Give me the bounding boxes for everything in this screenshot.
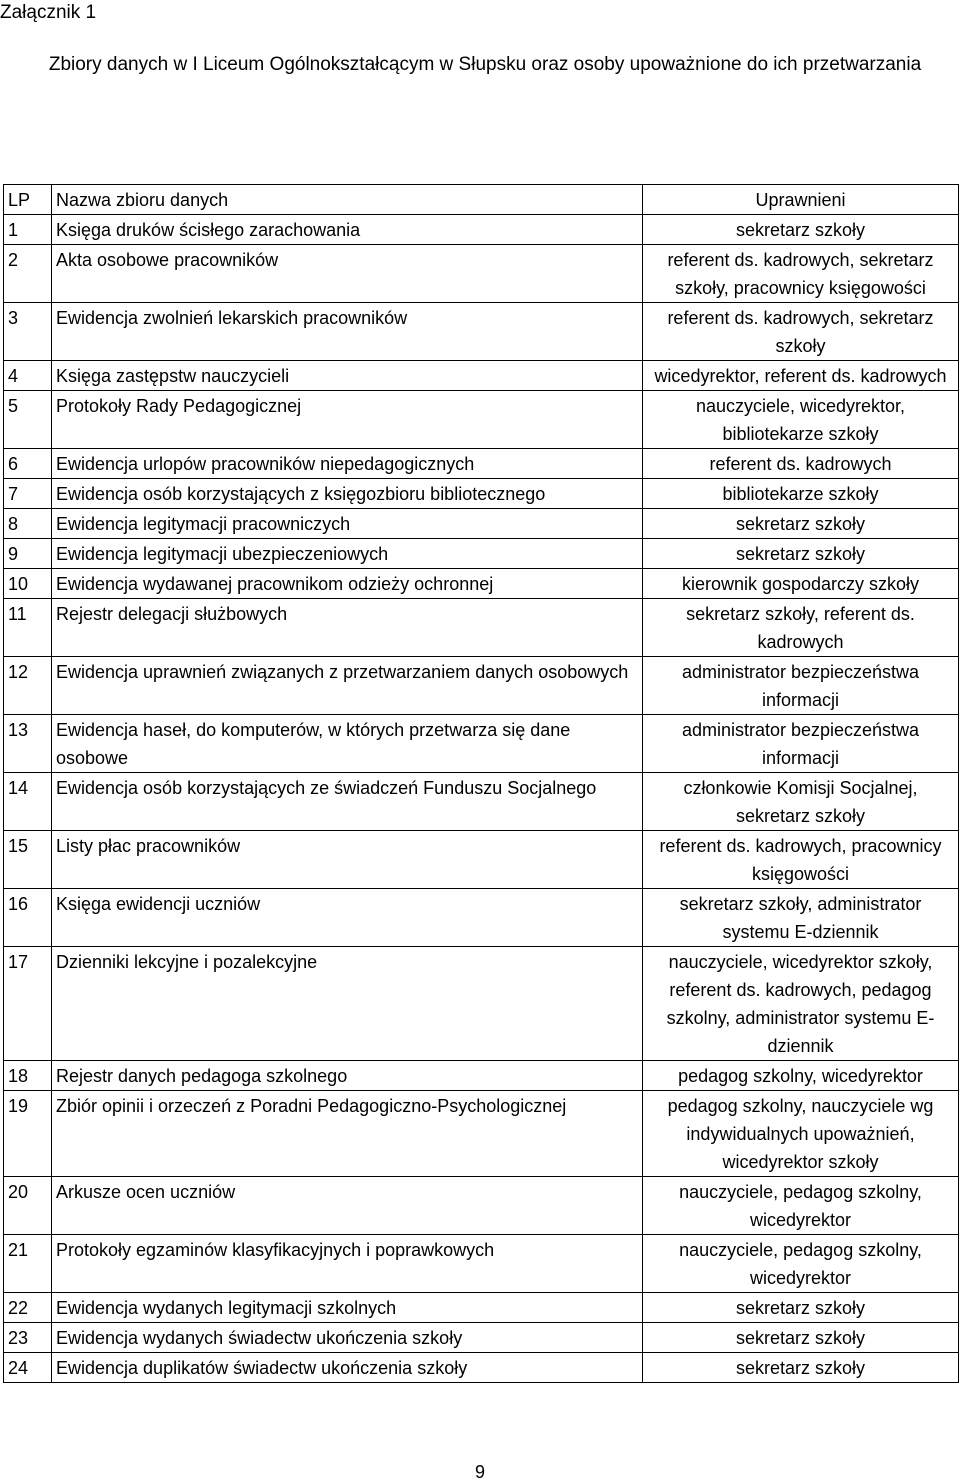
row-name-cell: Ewidencja legitymacji ubezpieczeniowych <box>52 539 643 569</box>
row-permissions-cell: administrator bezpieczeństwa informacji <box>643 657 959 715</box>
row-permissions-cell: referent ds. kadrowych, sekretarz szkoły, pracownicy księgowości <box>643 245 959 303</box>
row-lp-cell: 5 <box>4 391 52 449</box>
row-permissions-cell: nauczyciele, wicedyrektor, bibliotekarze szkoły <box>643 391 959 449</box>
table-row <box>4 303 959 361</box>
row-permissions-cell: referent ds. kadrowych, pracownicy księgowości <box>643 831 959 889</box>
row-lp-cell: 16 <box>4 889 52 947</box>
header-lp: LP <box>4 185 52 215</box>
table-row <box>4 569 959 599</box>
row-permissions-cell: członkowie Komisji Socjalnej, sekretarz szkoły <box>643 773 959 831</box>
table-row <box>4 657 959 715</box>
row-lp-cell: 17 <box>4 947 52 1061</box>
table-row <box>4 599 959 657</box>
row-name-cell: Dzienniki lekcyjne i pozalekcyjne <box>52 947 643 1061</box>
row-lp-cell: 15 <box>4 831 52 889</box>
row-permissions-cell: nauczyciele, pedagog szkolny, wicedyrektor <box>643 1177 959 1235</box>
table-header-row <box>4 185 959 215</box>
row-name-cell: Ewidencja osób korzystających ze świadczeń Funduszu Socjalnego <box>52 773 643 831</box>
row-name-cell: Listy płac pracowników <box>52 831 643 889</box>
row-name-cell: Protokoły Rady Pedagogicznej <box>52 391 643 449</box>
row-permissions-cell: sekretarz szkoły, administrator systemu E-dziennik <box>643 889 959 947</box>
table-row <box>4 1293 959 1323</box>
row-permissions-cell: referent ds. kadrowych <box>643 449 959 479</box>
row-permissions-cell: sekretarz szkoły <box>643 1293 959 1323</box>
attachment-label: Załącznik 1 <box>0 2 97 23</box>
row-lp-cell: 1 <box>4 215 52 245</box>
row-lp-cell: 4 <box>4 361 52 391</box>
row-permissions-cell: wicedyrektor, referent ds. kadrowych <box>643 361 959 391</box>
row-lp-cell: 13 <box>4 715 52 773</box>
table-row <box>4 509 959 539</box>
row-name-cell: Ewidencja uprawnień związanych z przetwarzaniem danych osobowych <box>52 657 643 715</box>
row-permissions-cell: administrator bezpieczeństwa informacji <box>643 715 959 773</box>
table-row <box>4 245 959 303</box>
row-lp-cell: 20 <box>4 1177 52 1235</box>
row-lp-cell: 8 <box>4 509 52 539</box>
row-lp-cell: 2 <box>4 245 52 303</box>
row-permissions-cell: nauczyciele, wicedyrektor szkoły, referent ds. kadrowych, pedagog szkolny, administrator systemu E-dziennik <box>643 947 959 1061</box>
table-row <box>4 773 959 831</box>
table-row <box>4 947 959 1061</box>
row-name-cell: Arkusze ocen uczniów <box>52 1177 643 1235</box>
row-lp-cell: 14 <box>4 773 52 831</box>
row-permissions-cell: sekretarz szkoły <box>643 1323 959 1353</box>
table-row <box>4 1177 959 1235</box>
data-sets-table <box>3 184 959 1383</box>
row-name-cell: Księga ewidencji uczniów <box>52 889 643 947</box>
row-name-cell: Protokoły egzaminów klasyfikacyjnych i poprawkowych <box>52 1235 643 1293</box>
table-row <box>4 1353 959 1383</box>
table-row <box>4 539 959 569</box>
row-name-cell: Ewidencja urlopów pracowników niepedagogicznych <box>52 449 643 479</box>
row-lp-cell: 6 <box>4 449 52 479</box>
row-lp-cell: 10 <box>4 569 52 599</box>
row-lp-cell: 18 <box>4 1061 52 1091</box>
row-name-cell: Ewidencja legitymacji pracowniczych <box>52 509 643 539</box>
row-permissions-cell: pedagog szkolny, nauczyciele wg indywidualnych upoważnień, wicedyrektor szkoły <box>643 1091 959 1177</box>
row-permissions-cell: pedagog szkolny, wicedyrektor <box>643 1061 959 1091</box>
row-name-cell: Ewidencja wydanych legitymacji szkolnych <box>52 1293 643 1323</box>
table-row <box>4 479 959 509</box>
row-name-cell: Akta osobowe pracowników <box>52 245 643 303</box>
table-row <box>4 391 959 449</box>
table-row <box>4 1091 959 1177</box>
row-lp-cell: 24 <box>4 1353 52 1383</box>
row-name-cell: Ewidencja wydanych świadectw ukończenia szkoły <box>52 1323 643 1353</box>
table-row <box>4 889 959 947</box>
row-permissions-cell: sekretarz szkoły <box>643 509 959 539</box>
row-permissions-cell: bibliotekarze szkoły <box>643 479 959 509</box>
row-name-cell: Księga zastępstw nauczycieli <box>52 361 643 391</box>
row-name-cell: Ewidencja osób korzystających z księgozbioru bibliotecznego <box>52 479 643 509</box>
row-permissions-cell: sekretarz szkoły <box>643 215 959 245</box>
row-name-cell: Ewidencja wydawanej pracownikom odzieży ochronnej <box>52 569 643 599</box>
table-row <box>4 831 959 889</box>
row-lp-cell: 23 <box>4 1323 52 1353</box>
table-row <box>4 361 959 391</box>
row-name-cell: Zbiór opinii i orzeczeń z Poradni Pedagogiczno-Psychologicznej <box>52 1091 643 1177</box>
table-row <box>4 1235 959 1293</box>
row-name-cell: Księga druków ścisłego zarachowania <box>52 215 643 245</box>
document-title: Zbiory danych w I Liceum Ogólnokształcącym w Słupsku oraz osoby upoważnione do ich przetwarzania <box>48 54 922 75</box>
row-name-cell: Ewidencja duplikatów świadectw ukończenia szkoły <box>52 1353 643 1383</box>
row-permissions-cell: referent ds. kadrowych, sekretarz szkoły <box>643 303 959 361</box>
row-lp-cell: 3 <box>4 303 52 361</box>
page-number: 9 <box>474 1462 485 1482</box>
row-permissions-cell: kierownik gospodarczy szkoły <box>643 569 959 599</box>
row-lp-cell: 19 <box>4 1091 52 1177</box>
table-row <box>4 1061 959 1091</box>
row-name-cell: Ewidencja haseł, do komputerów, w których przetwarza się dane osobowe <box>52 715 643 773</box>
row-permissions-cell: sekretarz szkoły, referent ds. kadrowych <box>643 599 959 657</box>
row-lp-cell: 7 <box>4 479 52 509</box>
row-lp-cell: 11 <box>4 599 52 657</box>
table-row <box>4 215 959 245</box>
table-row <box>4 1323 959 1353</box>
row-lp-cell: 21 <box>4 1235 52 1293</box>
row-lp-cell: 12 <box>4 657 52 715</box>
header-permissions: Uprawnieni <box>643 185 959 215</box>
table-row <box>4 449 959 479</box>
row-permissions-cell: sekretarz szkoły <box>643 539 959 569</box>
row-name-cell: Rejestr danych pedagoga szkolnego <box>52 1061 643 1091</box>
row-lp-cell: 9 <box>4 539 52 569</box>
table-row <box>4 715 959 773</box>
row-name-cell: Ewidencja zwolnień lekarskich pracowników <box>52 303 643 361</box>
row-name-cell: Rejestr delegacji służbowych <box>52 599 643 657</box>
row-lp-cell: 22 <box>4 1293 52 1323</box>
header-name: Nazwa zbioru danych <box>52 185 643 215</box>
row-permissions-cell: sekretarz szkoły <box>643 1353 959 1383</box>
row-permissions-cell: nauczyciele, pedagog szkolny, wicedyrektor <box>643 1235 959 1293</box>
